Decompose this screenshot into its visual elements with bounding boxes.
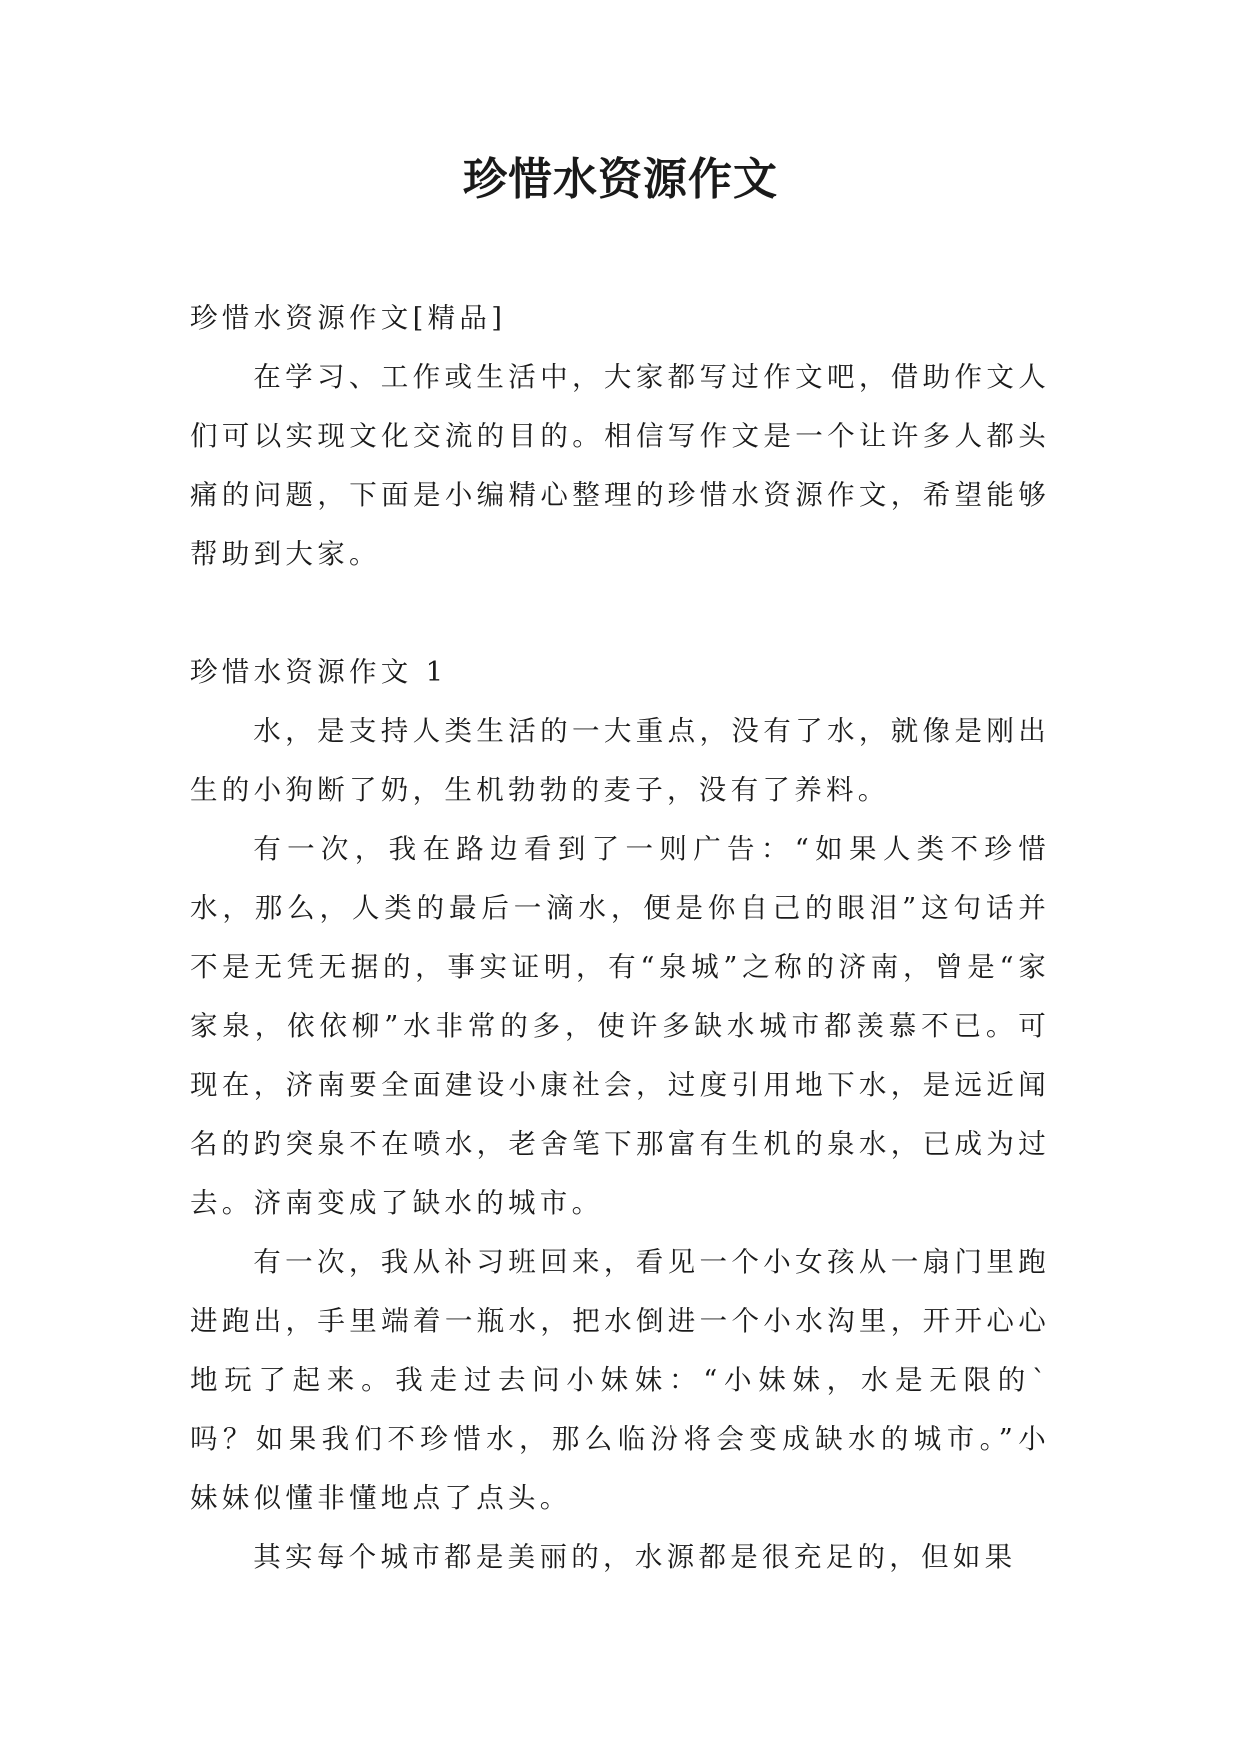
body-paragraph: 水，是支持人类生活的一大重点，没有了水，就像是刚出生的小狗断了奶，生机勃勃的麦子，没有了养料。 (190, 715, 1050, 806)
section-heading: 珍惜水资源作文 1 (190, 656, 448, 688)
document-subtitle: 珍惜水资源作文[精品] (190, 302, 507, 334)
section-spacer (190, 584, 1050, 643)
body-paragraph: 其实每个城市都是美丽的，水源都是很充足的，但如果 (253, 1541, 1017, 1573)
document-title: 珍惜水资源作文 (463, 154, 778, 205)
body-paragraph: 有一次，我从补习班回来，看见一个小女孩从一扇门里跑进跑出，手里端着一瓶水，把水倒进一个小水沟里，开开心心地玩了起来。我走过去问小妹妹：“小妹妹，水是无限的`吗？如果我们不珍惜水，那么临汾将会变成缺水的城市。”小妹妹似懂非懂地点了点头。 (190, 1246, 1050, 1514)
document-body (190, 289, 1050, 1587)
body-paragraph: 有一次，我在路边看到了一则广告：“如果人类不珍惜水，那么，人类的最后一滴水，便是你自己的眼泪”这句话并不是无凭无据的，事实证明，有“泉城”之称的济南，曾是“家家泉，依依柳”水非常的多，使许多缺水城市都羡慕不已。可现在，济南要全面建设小康社会，过度引用地下水，是远近闻名的趵突泉不在喷水，老舍笔下那富有生机的泉水，已成为过去。济南变成了缺水的城市。 (190, 833, 1050, 1219)
intro-paragraph: 在学习、工作或生活中，大家都写过作文吧，借助作文人们可以实现文化交流的目的。相信写作文是一个让许多人都头痛的问题，下面是小编精心整理的珍惜水资源作文，希望能够帮助到大家。 (190, 361, 1050, 570)
